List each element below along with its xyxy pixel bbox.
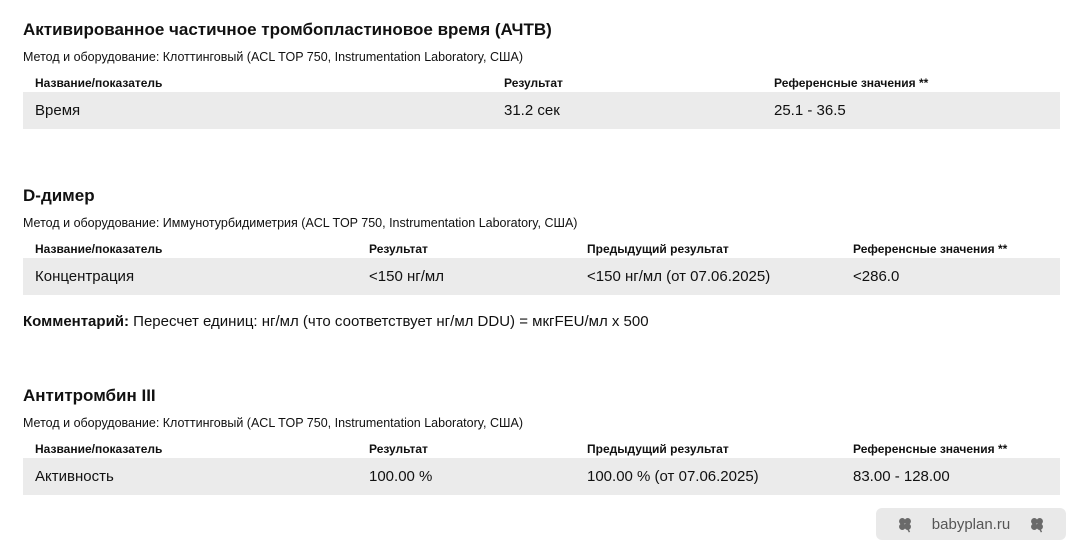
cell-result: 100.00 % — [369, 468, 433, 485]
cell-reference: <286.0 — [853, 268, 900, 285]
header-result: Результат — [504, 76, 563, 90]
header-previous: Предыдущий результат — [587, 242, 729, 256]
table-row — [23, 92, 1060, 129]
header-name: Название/показатель — [35, 442, 163, 456]
header-reference: Референсные значения ** — [853, 242, 1008, 256]
clover-icon — [896, 515, 914, 533]
table-header — [23, 436, 1060, 458]
section-title: D-димер — [23, 186, 95, 205]
cell-name: Активность — [35, 468, 114, 485]
section-title: Активированное частичное тромбопластиновое время (АЧТВ) — [23, 20, 552, 39]
header-reference: Референсные значения ** — [853, 442, 1008, 456]
method-text: Метод и оборудование: Клоттинговый (ACL TOP 750, Instrumentation Laboratory, США) — [23, 50, 523, 64]
table-header — [23, 236, 1060, 258]
method-text: Метод и оборудование: Иммунотурбидиметрия (ACL TOP 750, Instrumentation Laboratory, США) — [23, 216, 578, 230]
cell-reference: 25.1 - 36.5 — [774, 102, 846, 119]
table-row — [23, 458, 1060, 495]
comment-text: Пересчет единиц: нг/мл (что соответствует нг/мл DDU) = мкгFEU/мл x 500 — [129, 313, 649, 330]
method-text: Метод и оборудование: Клоттинговый (ACL TOP 750, Instrumentation Laboratory, США) — [23, 416, 523, 430]
header-result: Результат — [369, 442, 428, 456]
section-title: Антитромбин III — [23, 386, 156, 405]
header-name: Название/показатель — [35, 242, 163, 256]
cell-reference: 83.00 - 128.00 — [853, 468, 950, 485]
table-header — [23, 70, 1060, 92]
header-reference: Референсные значения ** — [774, 76, 929, 90]
section-aptt — [23, 20, 1060, 129]
comment — [23, 313, 649, 331]
header-result: Результат — [369, 242, 428, 256]
table-row — [23, 258, 1060, 295]
clover-icon — [1028, 515, 1046, 533]
watermark — [876, 508, 1066, 540]
cell-name: Время — [35, 102, 81, 119]
comment-label: Комментарий: — [23, 313, 130, 330]
cell-result: <150 нг/мл — [369, 268, 444, 285]
cell-name: Концентрация — [35, 268, 135, 285]
cell-result: 31.2 сек — [504, 102, 560, 119]
header-name: Название/показатель — [35, 76, 163, 90]
section-antithrombin — [23, 386, 1060, 495]
header-previous: Предыдущий результат — [587, 442, 729, 456]
section-d-dimer — [23, 186, 1060, 295]
watermark-text: babyplan.ru — [931, 515, 1011, 533]
cell-previous: <150 нг/мл (от 07.06.2025) — [587, 268, 771, 285]
cell-previous: 100.00 % (от 07.06.2025) — [587, 468, 759, 485]
